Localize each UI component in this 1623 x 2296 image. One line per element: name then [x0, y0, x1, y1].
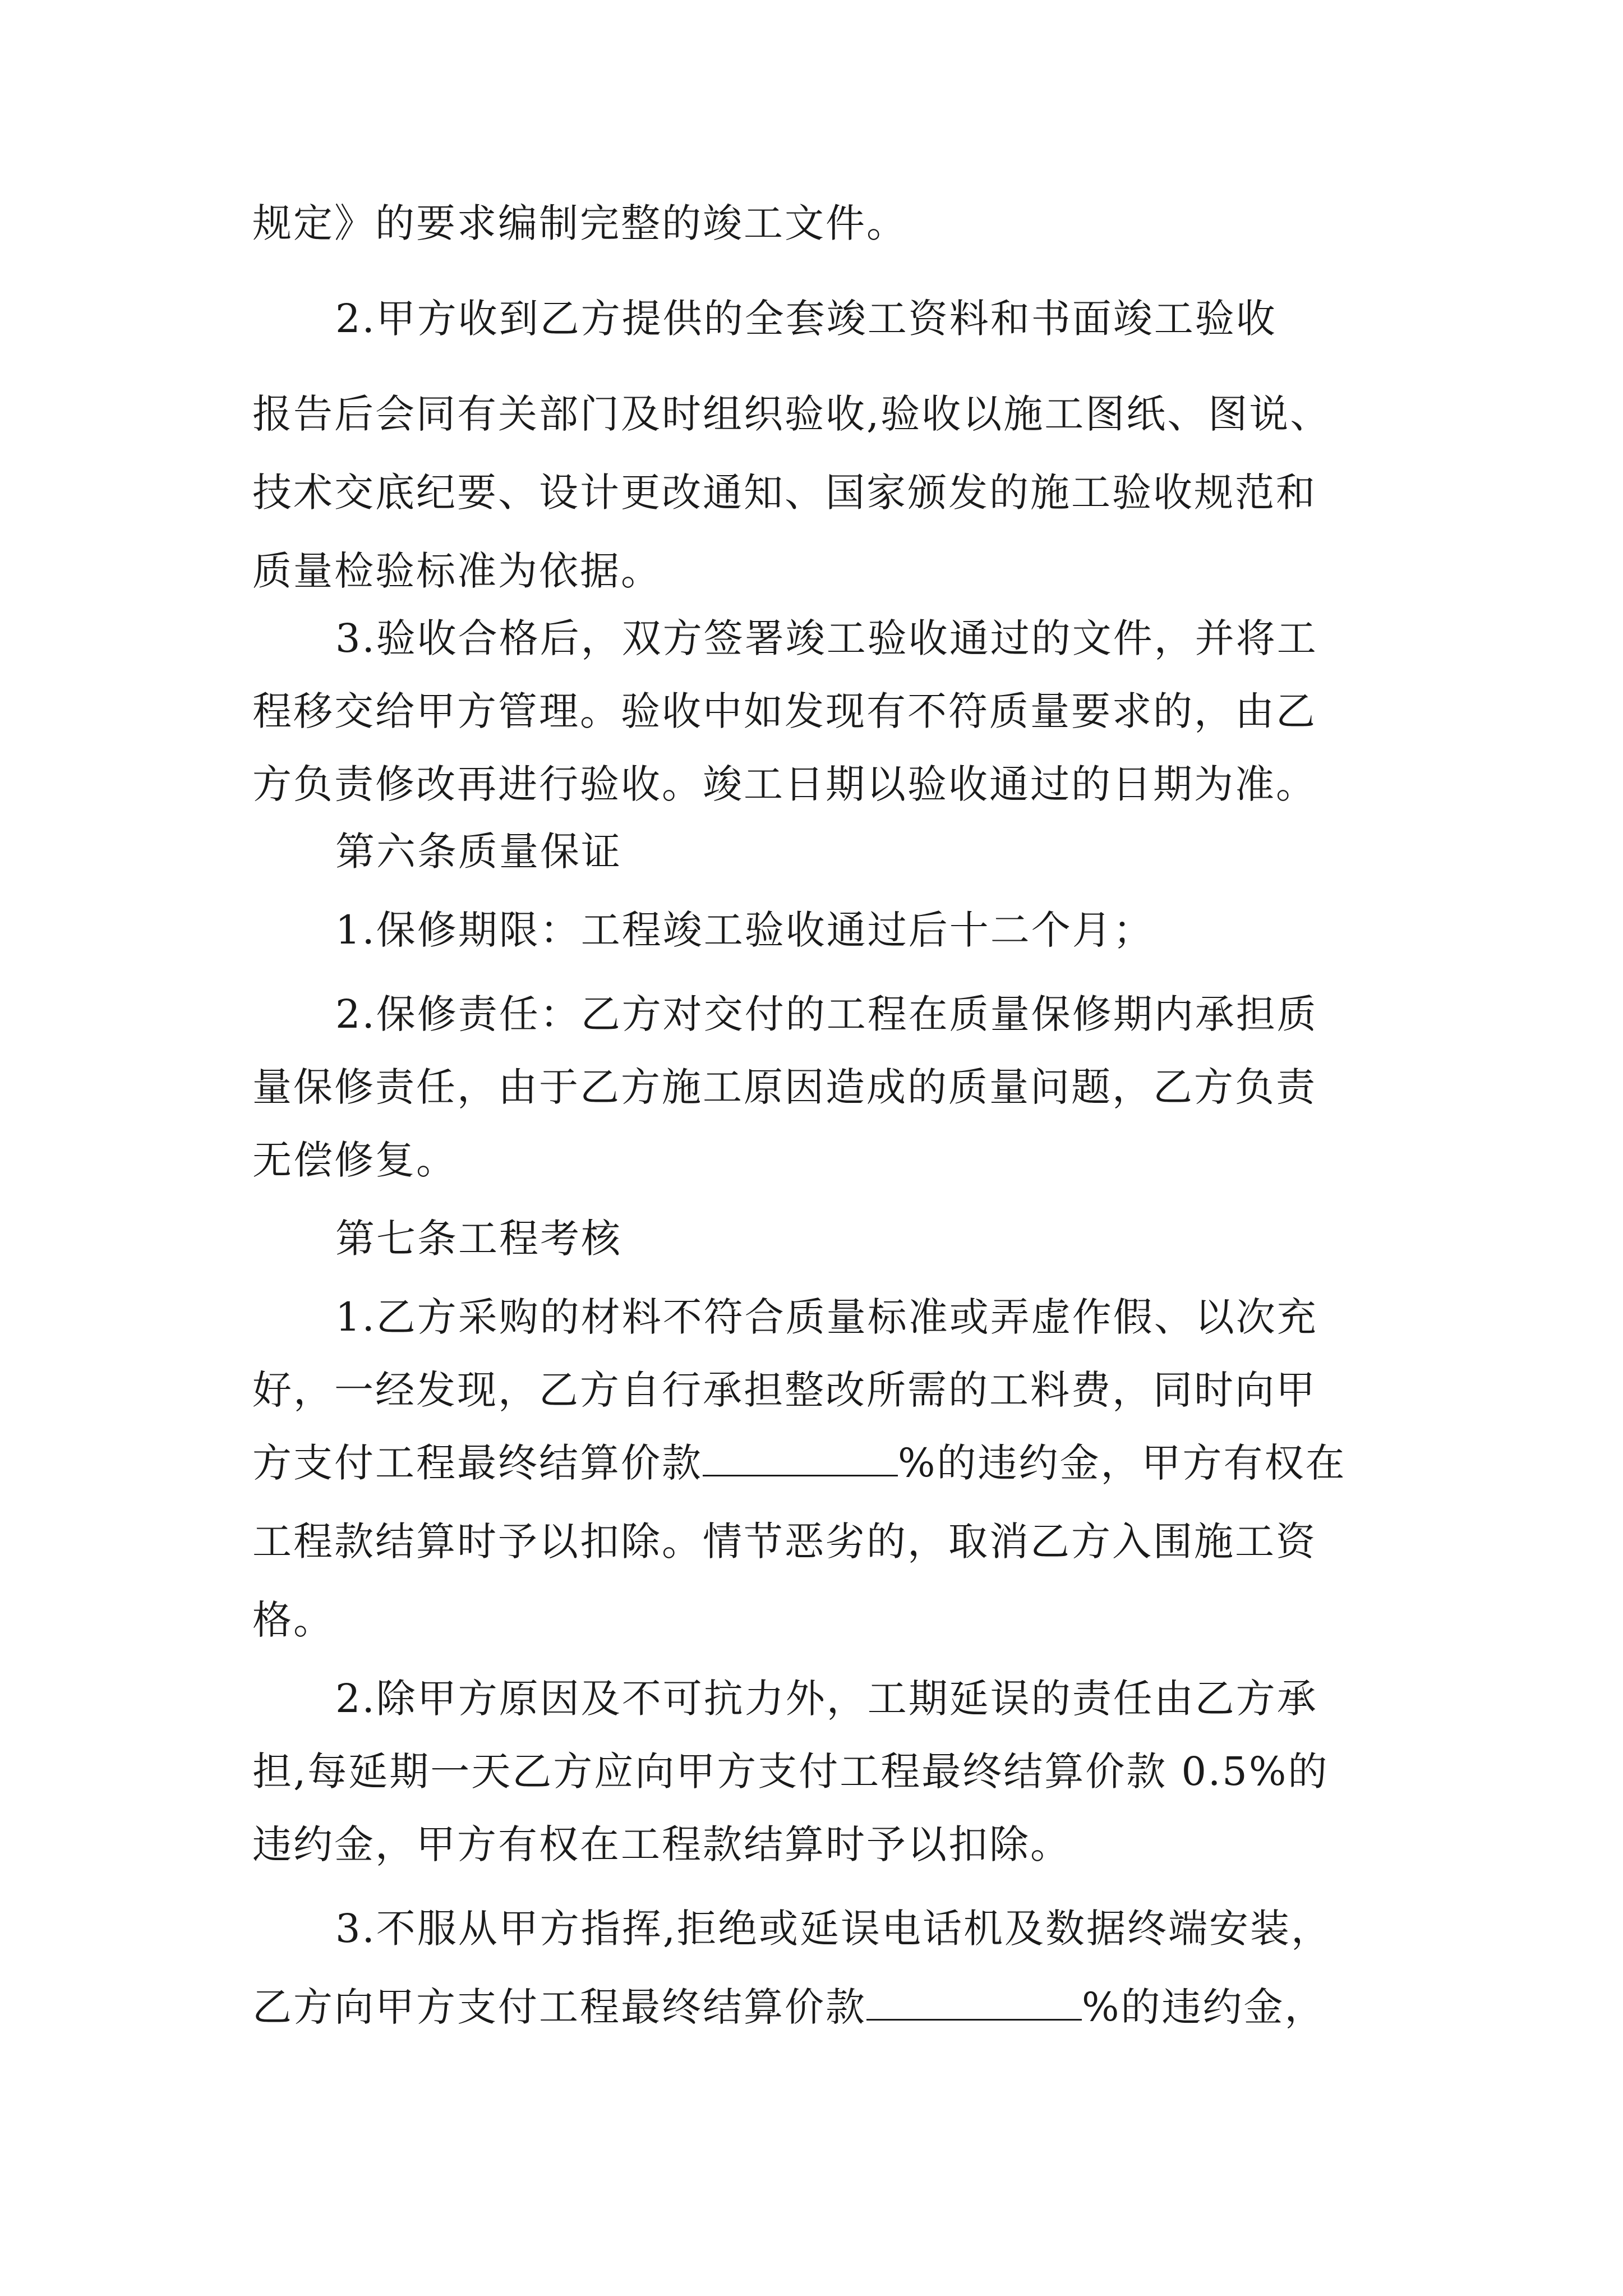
text-line: 1.乙方采购的材料不符合质量标准或弄虚作假、以次充 [335, 1294, 1318, 1340]
text-line [252, 1979, 1326, 2035]
text-segment: 乙方向甲方支付工程最终结算价款 [252, 1984, 866, 2030]
text-line: 报告后会同有关部门及时组织验收,验收以施工图纸、图说、 [252, 391, 1331, 437]
text-line: 1.保修期限：工程竣工验收通过后十二个月； [335, 907, 1154, 953]
text-line: 规定》的要求编制完整的竣工文件。 [252, 200, 907, 246]
text-line: 方负责修改再进行验收。竣工日期以验收通过的日期为准。 [252, 761, 1317, 807]
text-line: 量保修责任，由于乙方施工原因造成的质量问题，乙方负责 [252, 1064, 1317, 1110]
text-line: 无偿修复。 [252, 1137, 457, 1183]
text-line: 2.甲方收到乙方提供的全套竣工资料和书面竣工验收 [335, 296, 1277, 342]
text-line: 程移交给甲方管理。验收中如发现有不符质量要求的，由乙 [252, 688, 1317, 734]
text-line: 2.除甲方原因及不可抗力外，工期延误的责任由乙方承 [335, 1676, 1318, 1722]
text-line: 技术交底纪要、设计更改通知、国家颁发的施工验收规范和 [252, 470, 1317, 516]
text-line: 工程款结算时予以扣除。情节恶劣的，取消乙方入围施工资 [252, 1519, 1317, 1565]
text-line: 3.验收合格后，双方签署竣工验收通过的文件，并将工 [335, 615, 1318, 661]
text-segment: %的违约金， [1082, 1984, 1326, 2030]
text-segment: %的违约金，甲方有权在 [898, 1440, 1347, 1486]
text-segment: 方支付工程最终结算价款 [252, 1440, 703, 1486]
text-line: 担,每延期一天乙方应向甲方支付工程最终结算价款 0.5%的 [252, 1749, 1329, 1795]
fill-in-blank[interactable] [866, 1980, 1082, 2021]
text-line: 质量检验标准为依据。 [252, 548, 662, 594]
text-line: 2.保修责任：乙方对交付的工程在质量保修期内承担质 [335, 991, 1318, 1037]
fill-in-blank[interactable] [703, 1435, 898, 1476]
text-line: 违约金，甲方有权在工程款结算时予以扣除。 [252, 1821, 1071, 1867]
text-line: 好，一经发现，乙方自行承担整改所需的工料费，同时向甲 [252, 1367, 1317, 1413]
text-line: 格。 [252, 1597, 334, 1643]
text-line: 3.不服从甲方指挥,拒绝或延误电话机及数据终端安装， [335, 1906, 1332, 1952]
section-heading: 第六条质量保证 [335, 829, 622, 875]
text-line [252, 1435, 1347, 1491]
section-heading: 第七条工程考核 [335, 1216, 622, 1262]
